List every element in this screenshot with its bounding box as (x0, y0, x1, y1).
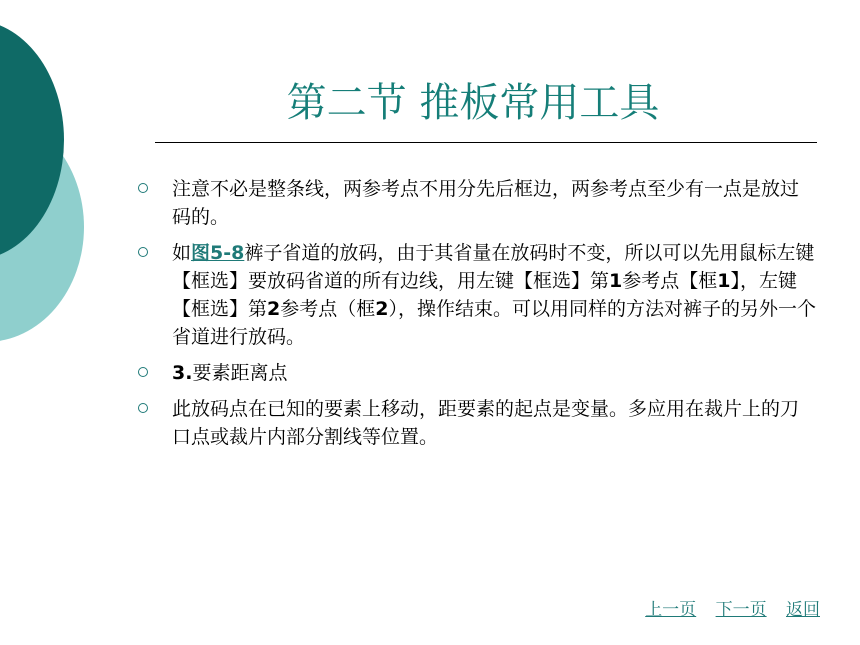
bullet-text: 注意不必是整条线，两参考点不用分先后框边，两参考点至少有一点是放过码的。 (172, 178, 800, 228)
next-page-link[interactable]: 下一页 (715, 600, 767, 620)
bullet-item (132, 239, 817, 351)
prev-page-link[interactable]: 上一页 (645, 600, 697, 620)
bullet-number: 2 (375, 298, 389, 320)
bullet-item (132, 359, 817, 387)
bullet-item (132, 395, 817, 451)
back-link[interactable]: 返回 (786, 600, 820, 620)
bullet-text: 裤子省道的放码，由于其省量在放码时不变，所以可以先用鼠标左键【框选】要放码省道的所有边线，用左键【框选】第 (172, 242, 815, 292)
bullet-text-prefix: 如 (172, 242, 192, 264)
bullet-text: 要素距离点 (192, 362, 288, 384)
bullet-text: 此放码点在已知的要素上移动，距要素的起点是变量。多应用在裁片上的刀口点或裁片内部分割线等位置。 (172, 398, 800, 448)
bullet-circle-icon (138, 183, 148, 193)
bullet-circle-icon (138, 403, 148, 413)
bullet-number: 2 (267, 298, 281, 320)
title-divider (155, 142, 817, 143)
bullet-number: 1 (609, 270, 623, 292)
bullet-text: 参考点【框 (622, 270, 718, 292)
bullet-text: 参考点（框 (280, 298, 376, 320)
bullet-circle-icon (138, 247, 148, 257)
slide-navigation (631, 598, 820, 622)
bullet-number: 1 (717, 270, 731, 292)
bullet-circle-icon (138, 367, 148, 377)
bullet-item (132, 175, 817, 231)
bullet-text: ），操作结束。可以用同样的方法对裤子的另外一个省道进行放码。 (172, 298, 817, 348)
bullet-list (132, 175, 817, 459)
slide-title: 第二节 推板常用工具 (286, 80, 660, 126)
figure-link[interactable]: 图5-8 (191, 242, 245, 264)
bullet-number: 3. (172, 362, 193, 384)
bullet-text: 】，左键【框选】第 (172, 270, 798, 320)
